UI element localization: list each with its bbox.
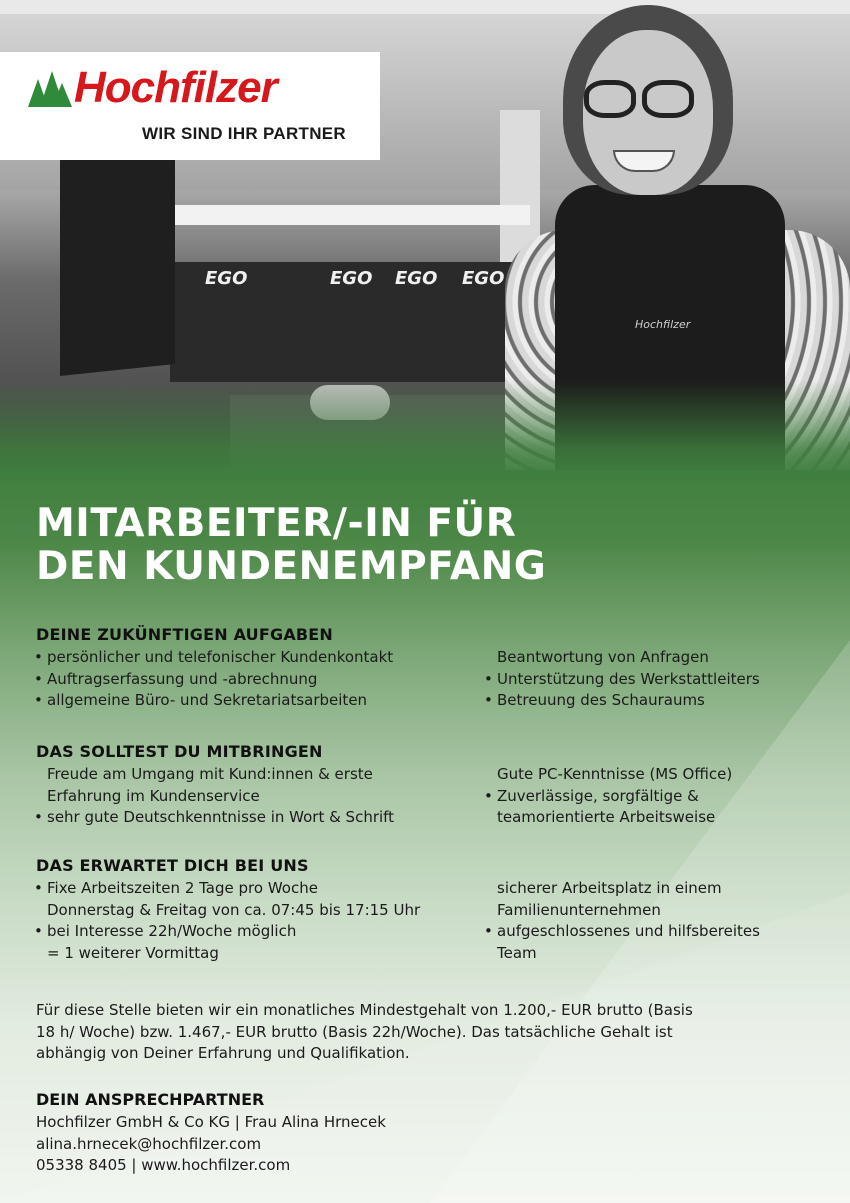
glasses-icon xyxy=(580,80,700,120)
list-item: • bei Interesse 22h/Woche möglich xyxy=(34,921,420,943)
shelf-label: EGO xyxy=(330,268,373,289)
list-item: Team xyxy=(497,943,537,962)
list-item: • Fixe Arbeitszeiten 2 Tage pro Woche xyxy=(34,878,420,900)
vest-logo: Hochfilzer xyxy=(635,318,691,331)
requirements-right-list xyxy=(484,764,732,829)
requirements-section xyxy=(36,742,323,761)
list-item: • Unterstützung des Werkstattleiters xyxy=(484,669,760,691)
photo-fade xyxy=(0,380,850,480)
brand-name: Hochfilzer xyxy=(74,63,277,112)
list-item: = 1 weiterer Vormittag xyxy=(47,943,219,962)
list-item: Freude am Umgang mit Kund:innen & erste xyxy=(47,765,373,783)
logo xyxy=(26,63,277,112)
contact-company: Hochfilzer GmbH & Co KG | Frau Alina Hrnecek xyxy=(36,1113,386,1131)
offer-section xyxy=(36,856,309,875)
tasks-left-list xyxy=(34,647,393,712)
section-heading: DEINE ZUKÜNFTIGEN AUFGABEN xyxy=(36,625,334,644)
list-item: • sehr gute Deutschkenntnisse in Wort & Schrift xyxy=(34,807,394,829)
list-item: sicherer Arbeitsplatz in einem xyxy=(497,879,722,897)
light-strip xyxy=(170,205,530,225)
trees-logo-icon xyxy=(26,67,74,109)
shelf-label: EGO xyxy=(205,268,248,289)
contact-email[interactable]: alina.hrnecek@hochfilzer.com xyxy=(36,1134,262,1153)
contact-phone-website[interactable]: 05338 8405 | www.hochfilzer.com xyxy=(36,1156,291,1174)
list-item: • Auftragserfassung und -abrechnung xyxy=(34,669,393,691)
job-title-line: MITARBEITER/-IN FÜR xyxy=(36,501,517,546)
list-item: Erfahrung im Kundenservice xyxy=(47,786,260,805)
salary-line: 18 h/ Woche) bzw. 1.467,- EUR brutto (Basis 22h/Woche). Das tatsächliche Gehalt ist xyxy=(36,1022,673,1041)
job-title-line: DEN KUNDENEMPFANG xyxy=(36,544,547,589)
shelf-label: EGO xyxy=(462,268,505,289)
list-item: • persönlicher und telefonischer Kundenkontakt xyxy=(34,647,393,669)
salary-line: Für diese Stelle bieten wir ein monatliches Mindestgehalt von 1.200,- EUR brutto (Basis xyxy=(36,1001,693,1019)
offer-right-list xyxy=(484,878,760,964)
list-item: • Zuverlässige, sorgfältige & xyxy=(484,786,732,808)
list-item: • allgemeine Büro- und Sekretariatsarbeiten xyxy=(34,690,393,712)
list-item: Familienunternehmen xyxy=(497,900,661,919)
list-item: Beantwortung von Anfragen xyxy=(497,648,709,666)
list-item: Donnerstag & Freitag von ca. 07:45 bis 17:15 Uhr xyxy=(47,900,421,919)
list-item: teamorientierte Arbeitsweise xyxy=(497,808,716,826)
section-heading: DAS ERWARTET DICH BEI UNS xyxy=(36,856,309,875)
list-item: • aufgeschlossenes und hilfsbereites xyxy=(484,921,760,943)
section-heading: DAS SOLLTEST DU MITBRINGEN xyxy=(36,742,323,761)
tasks-right-list xyxy=(484,647,760,712)
list-item: Gute PC-Kenntnisse (MS Office) xyxy=(497,765,733,783)
monitor xyxy=(60,144,175,376)
salary-line: abhängig von Deiner Erfahrung und Qualifikation. xyxy=(36,1044,410,1062)
salary-text xyxy=(36,1000,816,1065)
shelf-label: EGO xyxy=(395,268,438,289)
brand-tagline: WIR SIND IHR PARTNER xyxy=(141,124,346,143)
requirements-left-list xyxy=(34,764,394,829)
list-item: • Betreuung des Schauraums xyxy=(484,690,760,712)
offer-left-list xyxy=(34,878,420,964)
contact-section xyxy=(36,1090,386,1177)
section-heading: DEIN ANSPRECHPARTNER xyxy=(36,1090,265,1109)
job-title xyxy=(36,502,546,588)
tasks-section xyxy=(36,625,333,644)
